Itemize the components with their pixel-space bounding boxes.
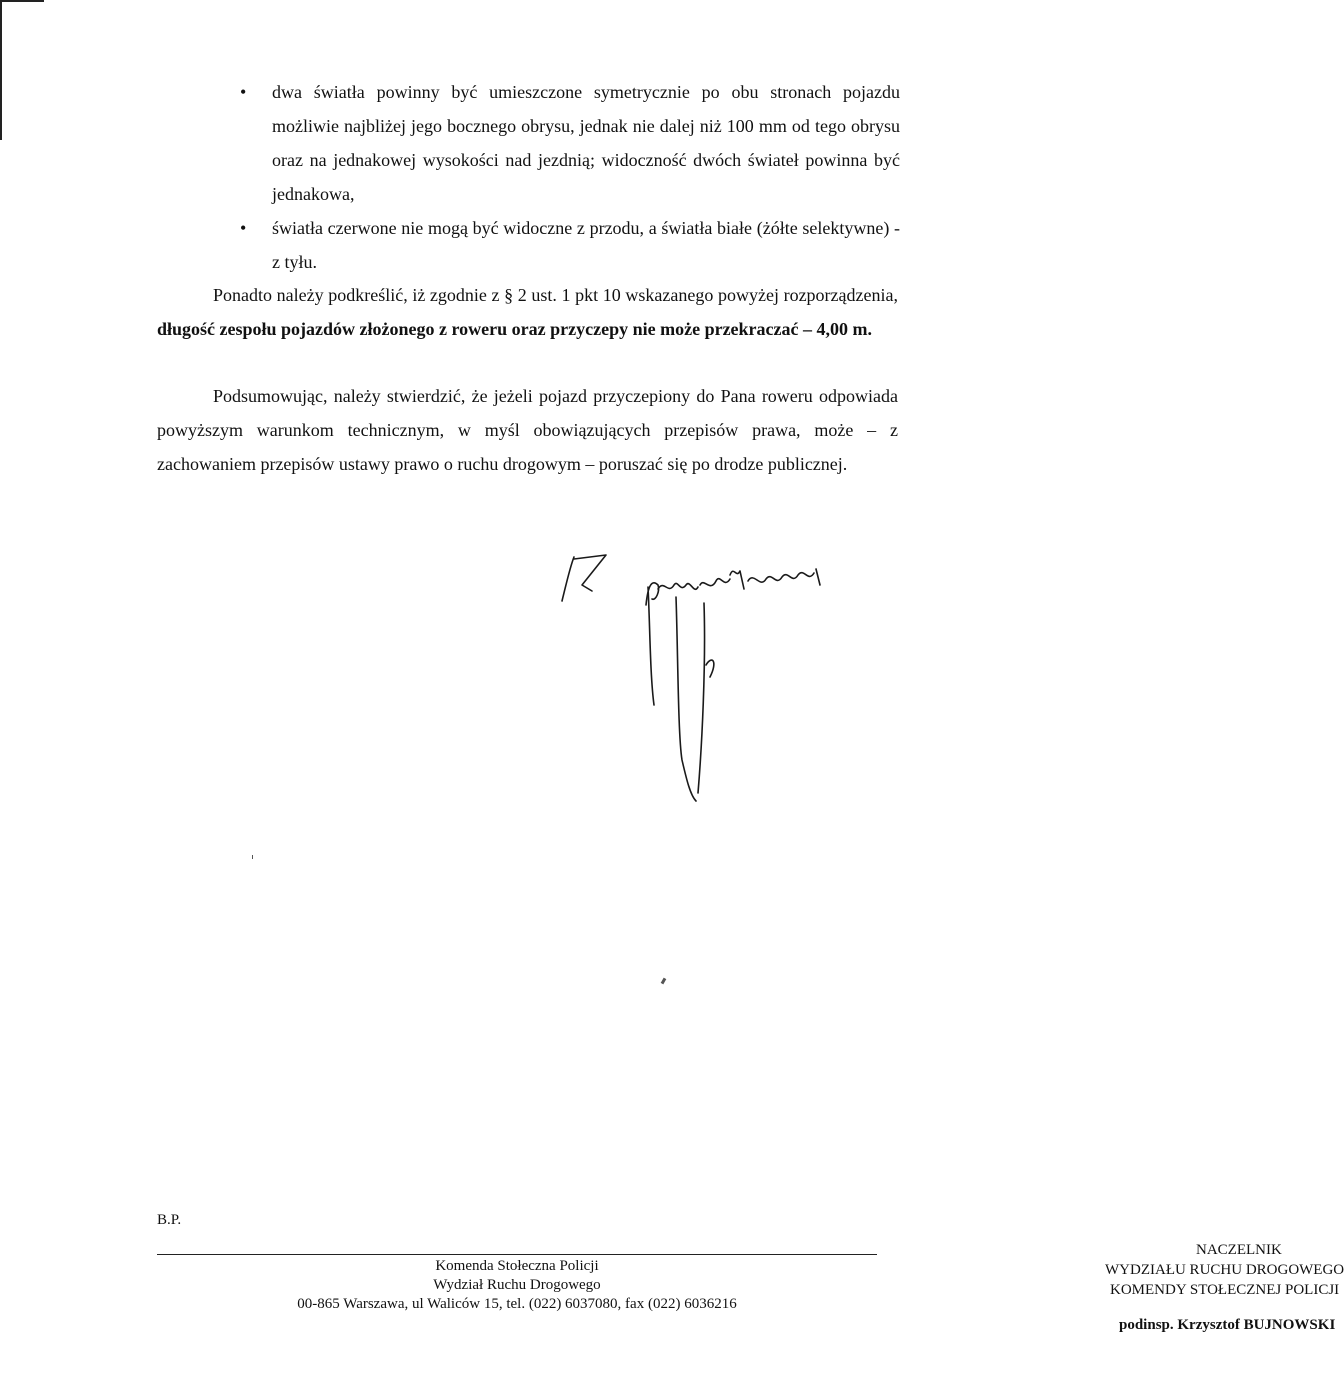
footer-organization: Komenda Stołeczna Policji bbox=[435, 1258, 599, 1274]
handwritten-signature bbox=[540, 545, 830, 810]
scan-edge-mark bbox=[0, 0, 44, 2]
list-item bbox=[240, 75, 900, 211]
footer-divider bbox=[157, 1254, 877, 1255]
bullet-icon: • bbox=[240, 218, 247, 238]
bullet-text: dwa światła powinny być umieszczone symetrycznie po obu stronach pojazdu możliwie najbliżej jego bocznego obrysu, jednak nie dalej niż 100 mm od tego obrysu oraz na jednakowej wysokości nad jezdnią; widoczność dwóch świateł powinna być jednakowa, bbox=[272, 82, 900, 204]
scan-edge-mark bbox=[0, 0, 2, 140]
bullet-list bbox=[240, 75, 900, 279]
paragraph-intro: Ponadto należy podkreślić, iż zgodnie z § 2 ust. 1 pkt 10 wskazanego powyżej rozporządzenia, bbox=[213, 285, 898, 305]
signer-unit: KOMENDY STOŁECZNEJ POLICJI bbox=[1110, 1282, 1340, 1298]
paragraph-emphasis: długość zespołu pojazdów złożonego z roweru oraz przyczepy nie może przekraczać – 4,00 m. bbox=[157, 319, 873, 339]
paragraph-summary: Podsumowując, należy stwierdzić, że jeżeli pojazd przyczepiony do Pana roweru odpowiada powyższym warunkom technicznym, w myśl obowiązujących przepisów prawa, może – z zachowaniem przepisów ustawy prawo o ruchu drogowym – poruszać się po drodze publicznej. bbox=[157, 386, 898, 474]
bullet-icon: • bbox=[240, 82, 247, 102]
letterhead-footer bbox=[157, 1257, 877, 1314]
footer-department: Wydział Ruchu Drogowego bbox=[433, 1277, 601, 1293]
scan-speck bbox=[661, 978, 667, 985]
list-item bbox=[240, 211, 900, 279]
bp-note: B.P. bbox=[157, 1212, 182, 1228]
footer-address: 00-865 Warszawa, ul Waliców 15, tel. (022) 6037080, fax (022) 6036216 bbox=[297, 1296, 737, 1312]
bullet-text: światła czerwone nie mogą być widoczne z przodu, a światła białe (żółte selektywne) - z tyłu. bbox=[272, 218, 900, 272]
signer-title: NACZELNIK bbox=[1196, 1242, 1282, 1258]
paragraph-length-limit bbox=[157, 278, 898, 346]
scan-speck bbox=[252, 855, 253, 859]
signer-department: WYDZIAŁU RUCHU DROGOWEGO bbox=[1105, 1262, 1344, 1278]
signer-name: podinsp. Krzysztof BUJNOWSKI bbox=[1119, 1317, 1336, 1333]
